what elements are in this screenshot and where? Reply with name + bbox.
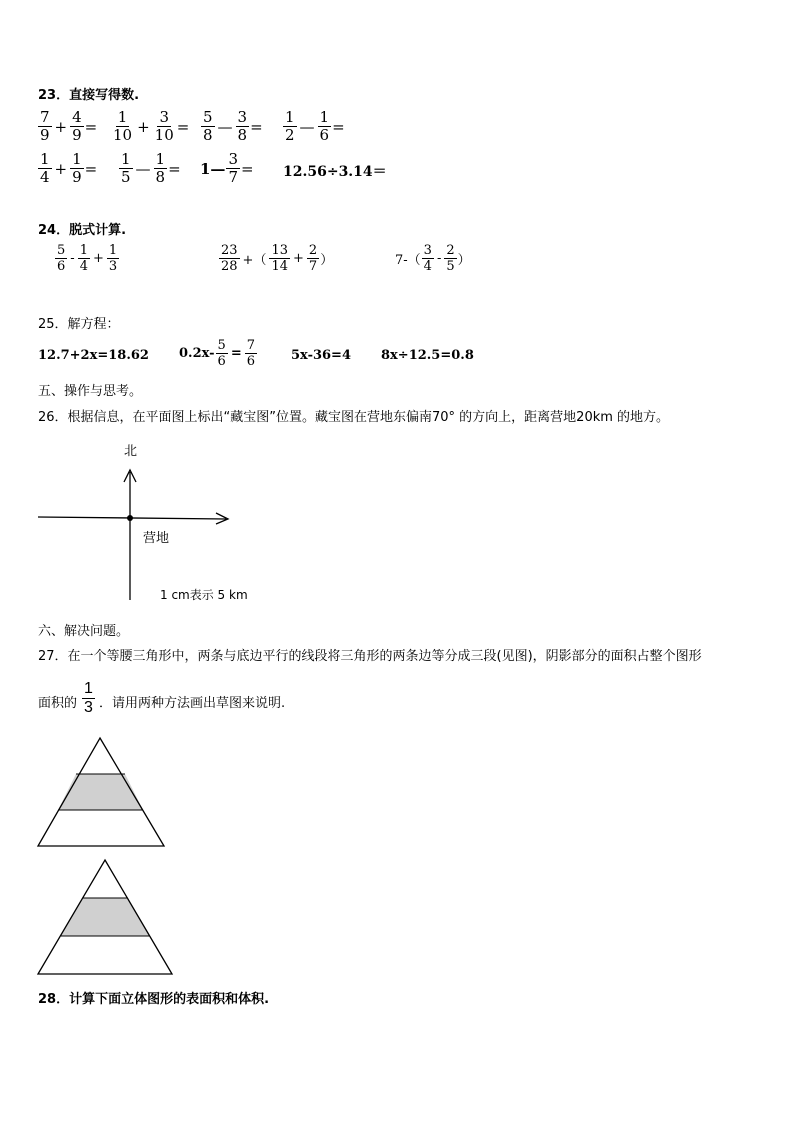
- q27-line-2-suffix: ．请用两种方法画出草图来说明.: [99, 696, 286, 711]
- q24-title: 24．脱式计算.: [38, 223, 127, 238]
- fraction: $\frac{3}{7}$: [228, 150, 238, 186]
- q27-line-1: 27．在一个等腰三角形中，两条与底边平行的线段将三角形的两条边等分成三段(见图)，阴影部分的面积占整个图形: [38, 649, 702, 664]
- fraction: $\frac{1}{6}$: [319, 108, 330, 144]
- shaded-band: [58, 774, 143, 810]
- compass-diagram: [36, 462, 236, 602]
- q25-eq-3: 5x-36=4: [291, 348, 351, 363]
- q25-eq-1: 12.7+2x=18.62: [38, 348, 149, 363]
- q27-line-2-prefix: 面积的: [38, 696, 78, 711]
- fraction: $\frac{1}{5}$: [121, 150, 131, 186]
- q25-title: 25．解方程：: [38, 317, 120, 332]
- fraction: $\frac{5}{6}$: [57, 243, 66, 274]
- q27-fraction: $\frac{1}{3}$: [84, 680, 93, 716]
- q23-expr-8: 12.56÷3.14＝: [283, 164, 387, 180]
- q23-expr-3: $\frac{5}{8}$ — $\frac{3}{8}$ =: [203, 108, 263, 144]
- q23-expr-1: $\frac{7}{9}$ + $\frac{4}{9}$ =: [40, 108, 98, 144]
- q24-expr-2: $\frac{23}{28}$ +（ $\frac{13}{14}$ + $\frac{2}{7}$ ）: [221, 243, 334, 274]
- fraction: $\frac{1}{9}$: [72, 150, 82, 186]
- fraction: $\frac{13}{14}$: [271, 243, 288, 274]
- q25-eq-2: 0.2x- $\frac{5}{6}$ = $\frac{7}{6}$: [179, 338, 256, 369]
- shaded-band: [61, 898, 150, 936]
- fraction: $\frac{7}{9}$: [40, 108, 50, 144]
- q24-expr-3: 7-（ $\frac{3}{4}$ - $\frac{2}{5}$ ）: [395, 243, 471, 274]
- fraction: $\frac{1}{8}$: [155, 150, 166, 186]
- fraction: $\frac{3}{10}$: [154, 108, 174, 144]
- q25-eq-4: 8x÷12.5=0.8: [381, 348, 474, 363]
- q26-title: 26．根据信息，在平面图上标出“藏宝图”位置。藏宝图在营地东偏南70° 的方向上，距离营地20km 的地方。: [38, 410, 670, 425]
- scale-label: 1 cm表示 5 km: [160, 588, 248, 602]
- fraction: $\frac{3}{4}$: [423, 243, 432, 274]
- q24-expr-1: $\frac{5}{6}$ - $\frac{1}{4}$ + $\frac{1}{3}$: [57, 243, 118, 274]
- q23-expr-4: $\frac{1}{2}$ — $\frac{1}{6}$ =: [285, 108, 345, 144]
- fraction: $\frac{2}{7}$: [308, 243, 318, 274]
- fraction: $\frac{7}{6}$: [246, 338, 256, 369]
- fraction: $\frac{4}{9}$: [72, 108, 82, 144]
- fraction: $\frac{3}{8}$: [237, 108, 248, 144]
- fraction: $\frac{1}{10}$: [113, 108, 133, 144]
- q23-expr-6: $\frac{1}{5}$ — $\frac{1}{8}$ =: [121, 150, 181, 186]
- fraction: $\frac{1}{4}$: [40, 150, 50, 186]
- fraction: $\frac{23}{28}$: [221, 243, 238, 274]
- fraction: $\frac{1}{4}$: [79, 243, 88, 274]
- q23-expr-2: $\frac{1}{10}$ + $\frac{3}{10}$ =: [113, 108, 190, 144]
- north-label: 北: [124, 444, 138, 459]
- camp-point: [127, 515, 133, 521]
- q28-title: 28．计算下面立体图形的表面积和体积.: [38, 992, 270, 1007]
- fraction: $\frac{5}{6}$: [217, 338, 226, 369]
- fraction: $\frac{1}{2}$: [285, 108, 295, 144]
- triangle-figure-1: [36, 736, 168, 850]
- fraction: $\frac{5}{8}$: [203, 108, 213, 144]
- q23-expr-7: 1— $\frac{3}{7}$ =: [200, 150, 254, 186]
- q23-expr-5: $\frac{1}{4}$ + $\frac{1}{9}$ =: [40, 150, 98, 186]
- section-5-heading: 五、操作与思考。: [38, 384, 143, 399]
- section-6-heading: 六、解决问题。: [38, 624, 130, 639]
- triangle-figure-2: [36, 858, 176, 978]
- fraction: $\frac{2}{5}$: [446, 243, 455, 274]
- q23-title: 23．直接写得数.: [38, 88, 140, 103]
- fraction: $\frac{1}{3}$: [108, 243, 118, 274]
- camp-label: 营地: [143, 531, 170, 546]
